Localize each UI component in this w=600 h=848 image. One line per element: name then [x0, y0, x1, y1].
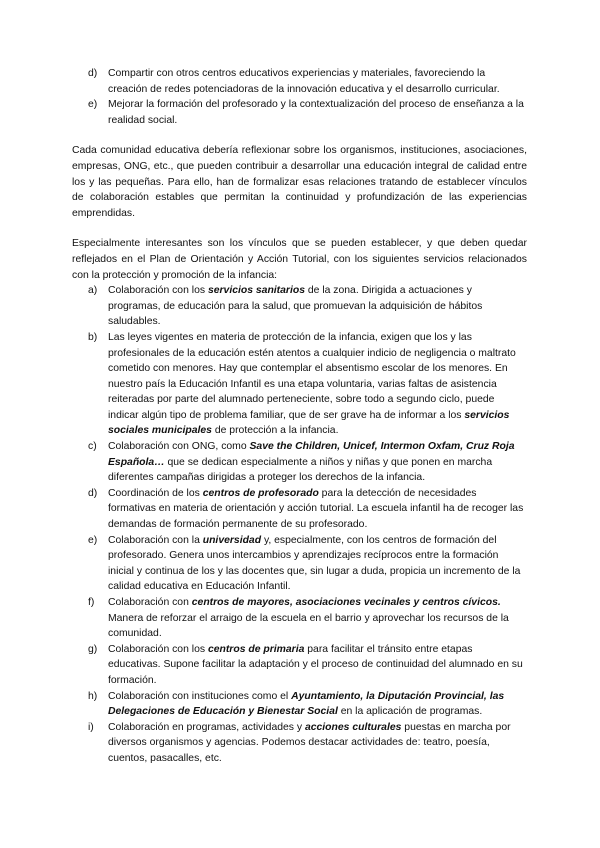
- list-item: [72, 720, 527, 767]
- list-marker: i): [88, 721, 94, 733]
- list-item: [72, 689, 527, 720]
- list-item: [72, 533, 527, 595]
- list-marker: d): [88, 68, 98, 79]
- spacer: [72, 221, 527, 236]
- item-text-emphasis: Save the Children, Unicef, Intermon Oxfam, Cruz Roja Española…: [108, 441, 515, 468]
- item-text-pre: Colaboración con la: [108, 534, 203, 546]
- item-text-post: Manera de reforzar el arraigo de la escuela en el barrio y aprovechar los recursos de la comunidad.: [108, 612, 509, 640]
- item-text-pre: Colaboración en programas, actividades y: [108, 721, 305, 733]
- list-item: [72, 330, 527, 439]
- item-text-emphasis: centros de profesorado: [202, 487, 319, 499]
- item-text-pre: Las leyes vigentes en materia de protección de la infancia, exigen que los y las profesionales de la educación estén atentos a cualquier indicio de negligencia o maltrato cometido con menores. Hay que contemplar el absentismo escolar de los menores. En nuestro país la Educación Infantil es una etapa voluntaria, varias faltas de asistencia reiteradas por parte del alumnado perteneciente, sobre todo a segundo ciclo, puede indicar algún tipo de problema familiar, que de ser grave ha de informar a los: [108, 331, 516, 421]
- list-marker: b): [88, 331, 98, 343]
- list-item-text: Mejorar la formación del profesorado y la contextualización del proceso de enseñanza a la realidad social.: [108, 99, 524, 126]
- list-marker: a): [88, 285, 98, 297]
- paragraph-services: Especialmente interesantes son los vínculos que se pueden establecer, y que deben quedar reflejados en el Plan de Orientación y Acción Tutorial, con los siguientes servicios relacionados con la protección y promoción de la infancia:: [72, 238, 527, 281]
- item-text-emphasis: acciones culturales: [304, 721, 402, 733]
- list-marker: e): [88, 534, 98, 546]
- item-text-emphasis: universidad: [202, 534, 262, 546]
- item-text-post: para facilitar el tránsito entre etapas educativas. Supone facilitar la adaptación y el proceso de continuidad del alumnado en su formación.: [108, 643, 523, 686]
- list-marker: c): [88, 441, 97, 453]
- item-text-pre: Colaboración con instituciones como el: [108, 690, 292, 702]
- list-item: [72, 66, 527, 97]
- item-text-pre: Colaboración con los: [108, 643, 208, 655]
- list-marker: e): [88, 99, 98, 111]
- item-text-post: para la detección de necesidades formativas en materia de orientación y acción tutorial. La escuela infantil ha de recoger las demandas de formación permanente de su profesorado.: [108, 487, 524, 531]
- item-text-post: de protección a la infancia.: [211, 425, 339, 437]
- list-item: [72, 642, 527, 689]
- item-text-emphasis: Ayuntamiento, la Diputación Provincial, las Delegaciones de Educación y Bienestar Social: [108, 690, 505, 718]
- item-text-post: que se dedican especialmente a niños y niñas y que ponen en marcha diferentes campañas dirigidas a proteger los derechos de la infancia.: [108, 456, 493, 484]
- document-page: [72, 66, 527, 767]
- spacer: [72, 128, 527, 143]
- list-item: [72, 283, 527, 330]
- item-text-emphasis: centros de mayores, asociaciones vecinales y centros cívicos.: [191, 597, 501, 608]
- item-text-post: en la aplicación de programas.: [337, 706, 483, 718]
- item-text-emphasis: servicios sociales municipales: [108, 409, 510, 437]
- list-marker: d): [88, 487, 98, 499]
- item-text-pre: Coordinación de los: [108, 487, 203, 499]
- list-item: [72, 439, 527, 486]
- list-marker: g): [88, 643, 98, 655]
- list-item: [72, 97, 527, 128]
- item-text-pre: Colaboración con: [108, 597, 192, 608]
- item-text-pre: Colaboración con los: [108, 285, 208, 297]
- item-text-post: de la zona. Dirigida a actuaciones y programas, de educación para la salud, que promuevan la adquisición de hábitos saludables.: [108, 285, 483, 328]
- list-item: [72, 595, 527, 642]
- item-text-emphasis: centros de primaria: [207, 643, 305, 655]
- item-text-post: y, especialmente, con los centros de formación del profesorado. Genera unos intercambios y aprendizajes recíprocos entre la formación inicial y continua de los y las docentes que, sin lugar a duda, propicia un incremento de la calidad educativa en Educación Infantil.: [108, 534, 521, 593]
- top-list: [72, 66, 527, 128]
- list-marker: h): [88, 690, 98, 702]
- list-marker: f): [88, 597, 95, 608]
- item-text-emphasis: servicios sanitarios: [207, 285, 305, 297]
- item-text-pre: Colaboración con ONG, como: [108, 441, 250, 453]
- list-item: [72, 486, 527, 533]
- services-list: [72, 283, 527, 766]
- list-item-text: Compartir con otros centros educativos experiencias y materiales, favoreciendo la creación de redes potenciadoras de la innovación educativa y el desarrollo curricular.: [108, 68, 500, 95]
- paragraph-intro: Cada comunidad educativa debería reflexionar sobre los organismos, instituciones, asociaciones, empresas, ONG, etc., que pueden contribuir a desarrollar una educación integral de calidad entre los y las pequeñas. Para ello, han de formalizar esas relaciones tratando de establecer vínculos de colaboración estables que permitan la continuidad y profundización de las experiencias emprendidas.: [72, 145, 527, 219]
- item-text-post: puestas en marcha por diversos organismos y agencias. Podemos destacar actividades de: teatro, poesía, cuentos, pasacalles, etc.: [108, 721, 511, 764]
